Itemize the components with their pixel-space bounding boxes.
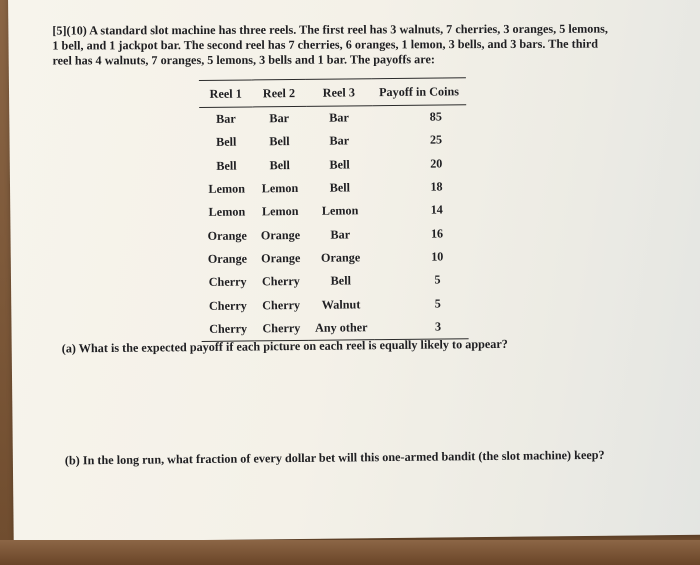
- payoff-cell: 25: [429, 132, 443, 148]
- reel-2-cell: Bell: [269, 134, 290, 149]
- reel-3-cell: Any other: [314, 320, 368, 335]
- header-row: [199, 78, 466, 108]
- table-row: [201, 268, 468, 294]
- payoff-cell: 10: [431, 249, 444, 264]
- header-reel-3: Reel 3: [322, 84, 355, 100]
- question-a: (a) What is the expected payoff if each picture on each reel is equally likely to appear?: [61, 336, 508, 356]
- reel-1-cell: Orange: [207, 228, 247, 243]
- reel-3-cell: Bell: [329, 180, 351, 195]
- header-reel-1: Reel 1: [209, 86, 242, 101]
- table-row: [200, 152, 467, 178]
- reel-2-cell: Orange: [260, 250, 301, 266]
- reel-3-cell: Bell: [329, 157, 350, 172]
- payoff-cell: 3: [434, 319, 442, 334]
- reel-2-cell: Bar: [269, 111, 290, 126]
- reel-3-cell: Bell: [330, 273, 352, 288]
- payoff-cell: 14: [430, 202, 443, 217]
- table-row: [201, 245, 468, 271]
- reel-1-cell: Bar: [216, 111, 236, 126]
- table-row: [199, 105, 466, 132]
- reel-1-cell: Lemon: [208, 204, 246, 220]
- table-row: [199, 129, 466, 155]
- reel-1-cell: Cherry: [209, 321, 248, 336]
- question-b: (b) In the long run, what fraction of every dollar bet will this one-armed bandit (the slot machine) keep?: [64, 447, 605, 468]
- reel-2-cell: Cherry: [262, 320, 301, 336]
- payoff-cell: 18: [430, 179, 443, 194]
- reel-1-cell: Lemon: [208, 181, 246, 196]
- reel-2-cell: Cherry: [262, 297, 301, 312]
- payoff-cell: 5: [434, 272, 441, 287]
- table-row: [200, 222, 467, 248]
- reel-1-cell: Bell: [216, 158, 237, 173]
- payoff-table: [199, 77, 469, 342]
- payoff-cell: 20: [430, 156, 443, 171]
- reel-3-cell: Lemon: [321, 203, 359, 219]
- header-reel-2: Reel 2: [262, 85, 296, 100]
- reel-3-cell: Bar: [329, 133, 350, 149]
- reel-2-cell: Lemon: [261, 204, 299, 219]
- table-row: [200, 175, 467, 201]
- problem-statement: [5](10) A standard slot machine has three reels. The first reel has 3 walnuts, 7 cherries, 3 oranges, 5 lemons, 1 bell, and 1 jackpot bar. The second reel has 7 cherries, 6 oranges, 1 lemon, 3 bells, and 3 bars. The third reel has 4 walnuts, 7 oranges, 5 lemons, 3 bells and 1 bar. The payoffs are:: [52, 21, 608, 68]
- paper-sheet: [8, 0, 700, 542]
- payoff-cell: 16: [430, 226, 444, 241]
- reel-3-cell: Walnut: [321, 296, 361, 312]
- reel-2-cell: Orange: [260, 227, 301, 242]
- reel-1-cell: Cherry: [208, 298, 247, 313]
- table-row: [201, 292, 468, 318]
- table-row: [200, 198, 467, 224]
- payoff-table-body: [199, 105, 468, 342]
- reel-2-cell: Cherry: [261, 274, 300, 289]
- reel-3-cell: Bar: [330, 227, 351, 242]
- reel-1-cell: Bell: [215, 135, 237, 150]
- header-payoff: Payoff in Coins: [378, 83, 460, 99]
- reel-3-cell: Bar: [329, 110, 349, 125]
- payoff-table-header: [199, 78, 466, 108]
- payoff-cell: 5: [434, 296, 441, 311]
- payoff-cell: 85: [429, 109, 442, 124]
- reel-1-cell: Orange: [207, 251, 248, 266]
- reel-2-cell: Bell: [269, 157, 290, 173]
- reel-1-cell: Cherry: [208, 274, 247, 290]
- wood-surface: [0, 540, 700, 565]
- reel-3-cell: Orange: [320, 250, 361, 265]
- reel-2-cell: Lemon: [261, 181, 299, 196]
